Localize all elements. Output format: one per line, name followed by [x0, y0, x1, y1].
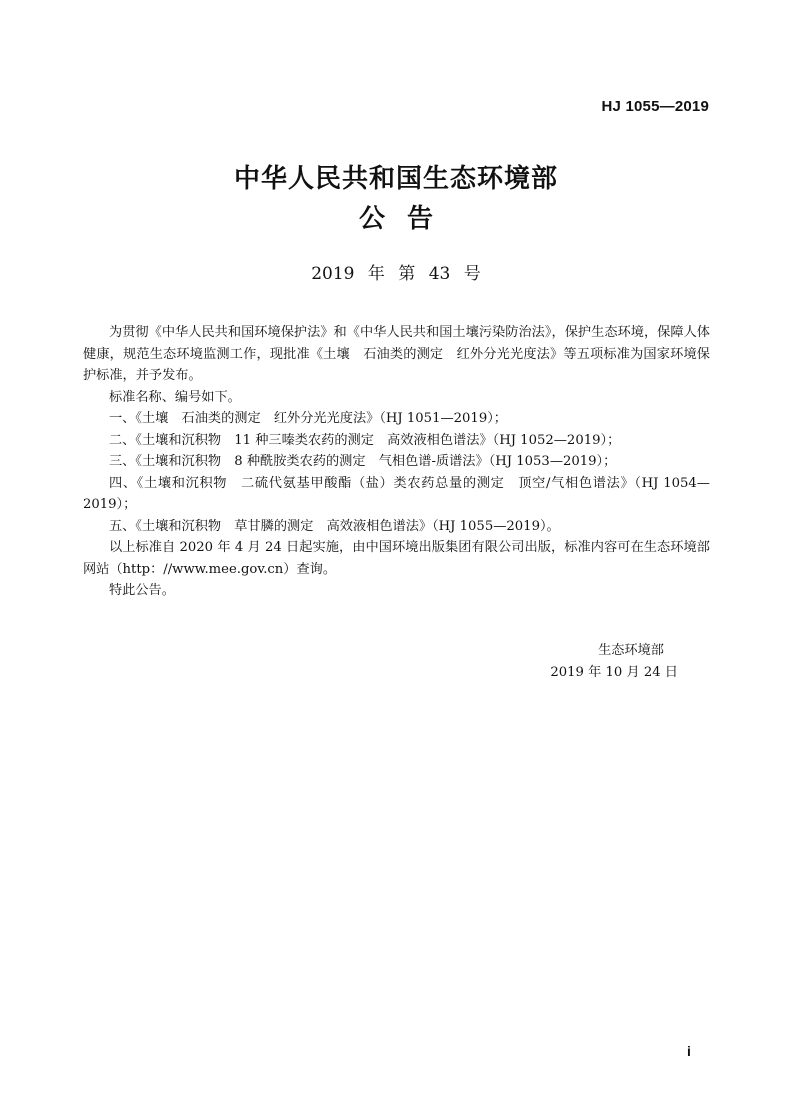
- announcement-heading: 公告: [358, 204, 455, 234]
- list-intro: 标准名称、编号如下。: [109, 389, 241, 405]
- signature-date: 2019 年 10 月 24 日: [550, 665, 678, 680]
- page-number: i: [687, 1043, 691, 1059]
- announcement-body: [83, 322, 710, 602]
- implementation-paragraph: 以上标准自 2020 年 4 月 24 日起实施，由中国环境出版集团有限公司出版，标准内容可在生态环境部网站（http：//www.mee.gov.cn）查询。: [83, 540, 710, 577]
- standard-number: HJ 1055—2019: [601, 98, 709, 115]
- standard-item-3: 三、《土壤和沉积物 8 种酰胺类农药的测定 气相色谱-质谱法》（HJ 1053—2019）；: [109, 454, 617, 469]
- standard-item-1: 一、《土壤 石油类的测定 红外分光光度法》（HJ 1051—2019）；: [109, 411, 507, 426]
- intro-paragraph: 为贯彻《中华人民共和国环境保护法》和《中华人民共和国土壤污染防治法》，保护生态环境，保障人体健康，规范生态环境监测工作，现批准《土壤 石油类的测定 红外分光光度法》等五项标准为国家环境保护标准，并予发布。: [83, 325, 710, 383]
- closing-line: 特此公告。: [109, 583, 175, 598]
- signature-org: 生态环境部: [598, 643, 664, 658]
- standard-item-5: 五、《土壤和沉积物 草甘膦的测定 高效液相色谱法》（HJ 1055—2019）。: [109, 518, 560, 534]
- announcement-issuer-title: 中华人民共和国生态环境部: [233, 164, 558, 194]
- standard-item-4: 四、《土壤和沉积物 二硫代氨基甲酸酯（盐）类农药总量的测定 顶空/气相色谱法》（HJ 1054—2019）；: [83, 475, 710, 512]
- standard-item-2: 二、《土壤和沉积物 11 种三嗪类农药的测定 高效液相色谱法》（HJ 1052—2019）；: [109, 432, 621, 448]
- issue-number: 2019 年 第 43 号: [311, 264, 481, 284]
- signature-block: [550, 640, 678, 684]
